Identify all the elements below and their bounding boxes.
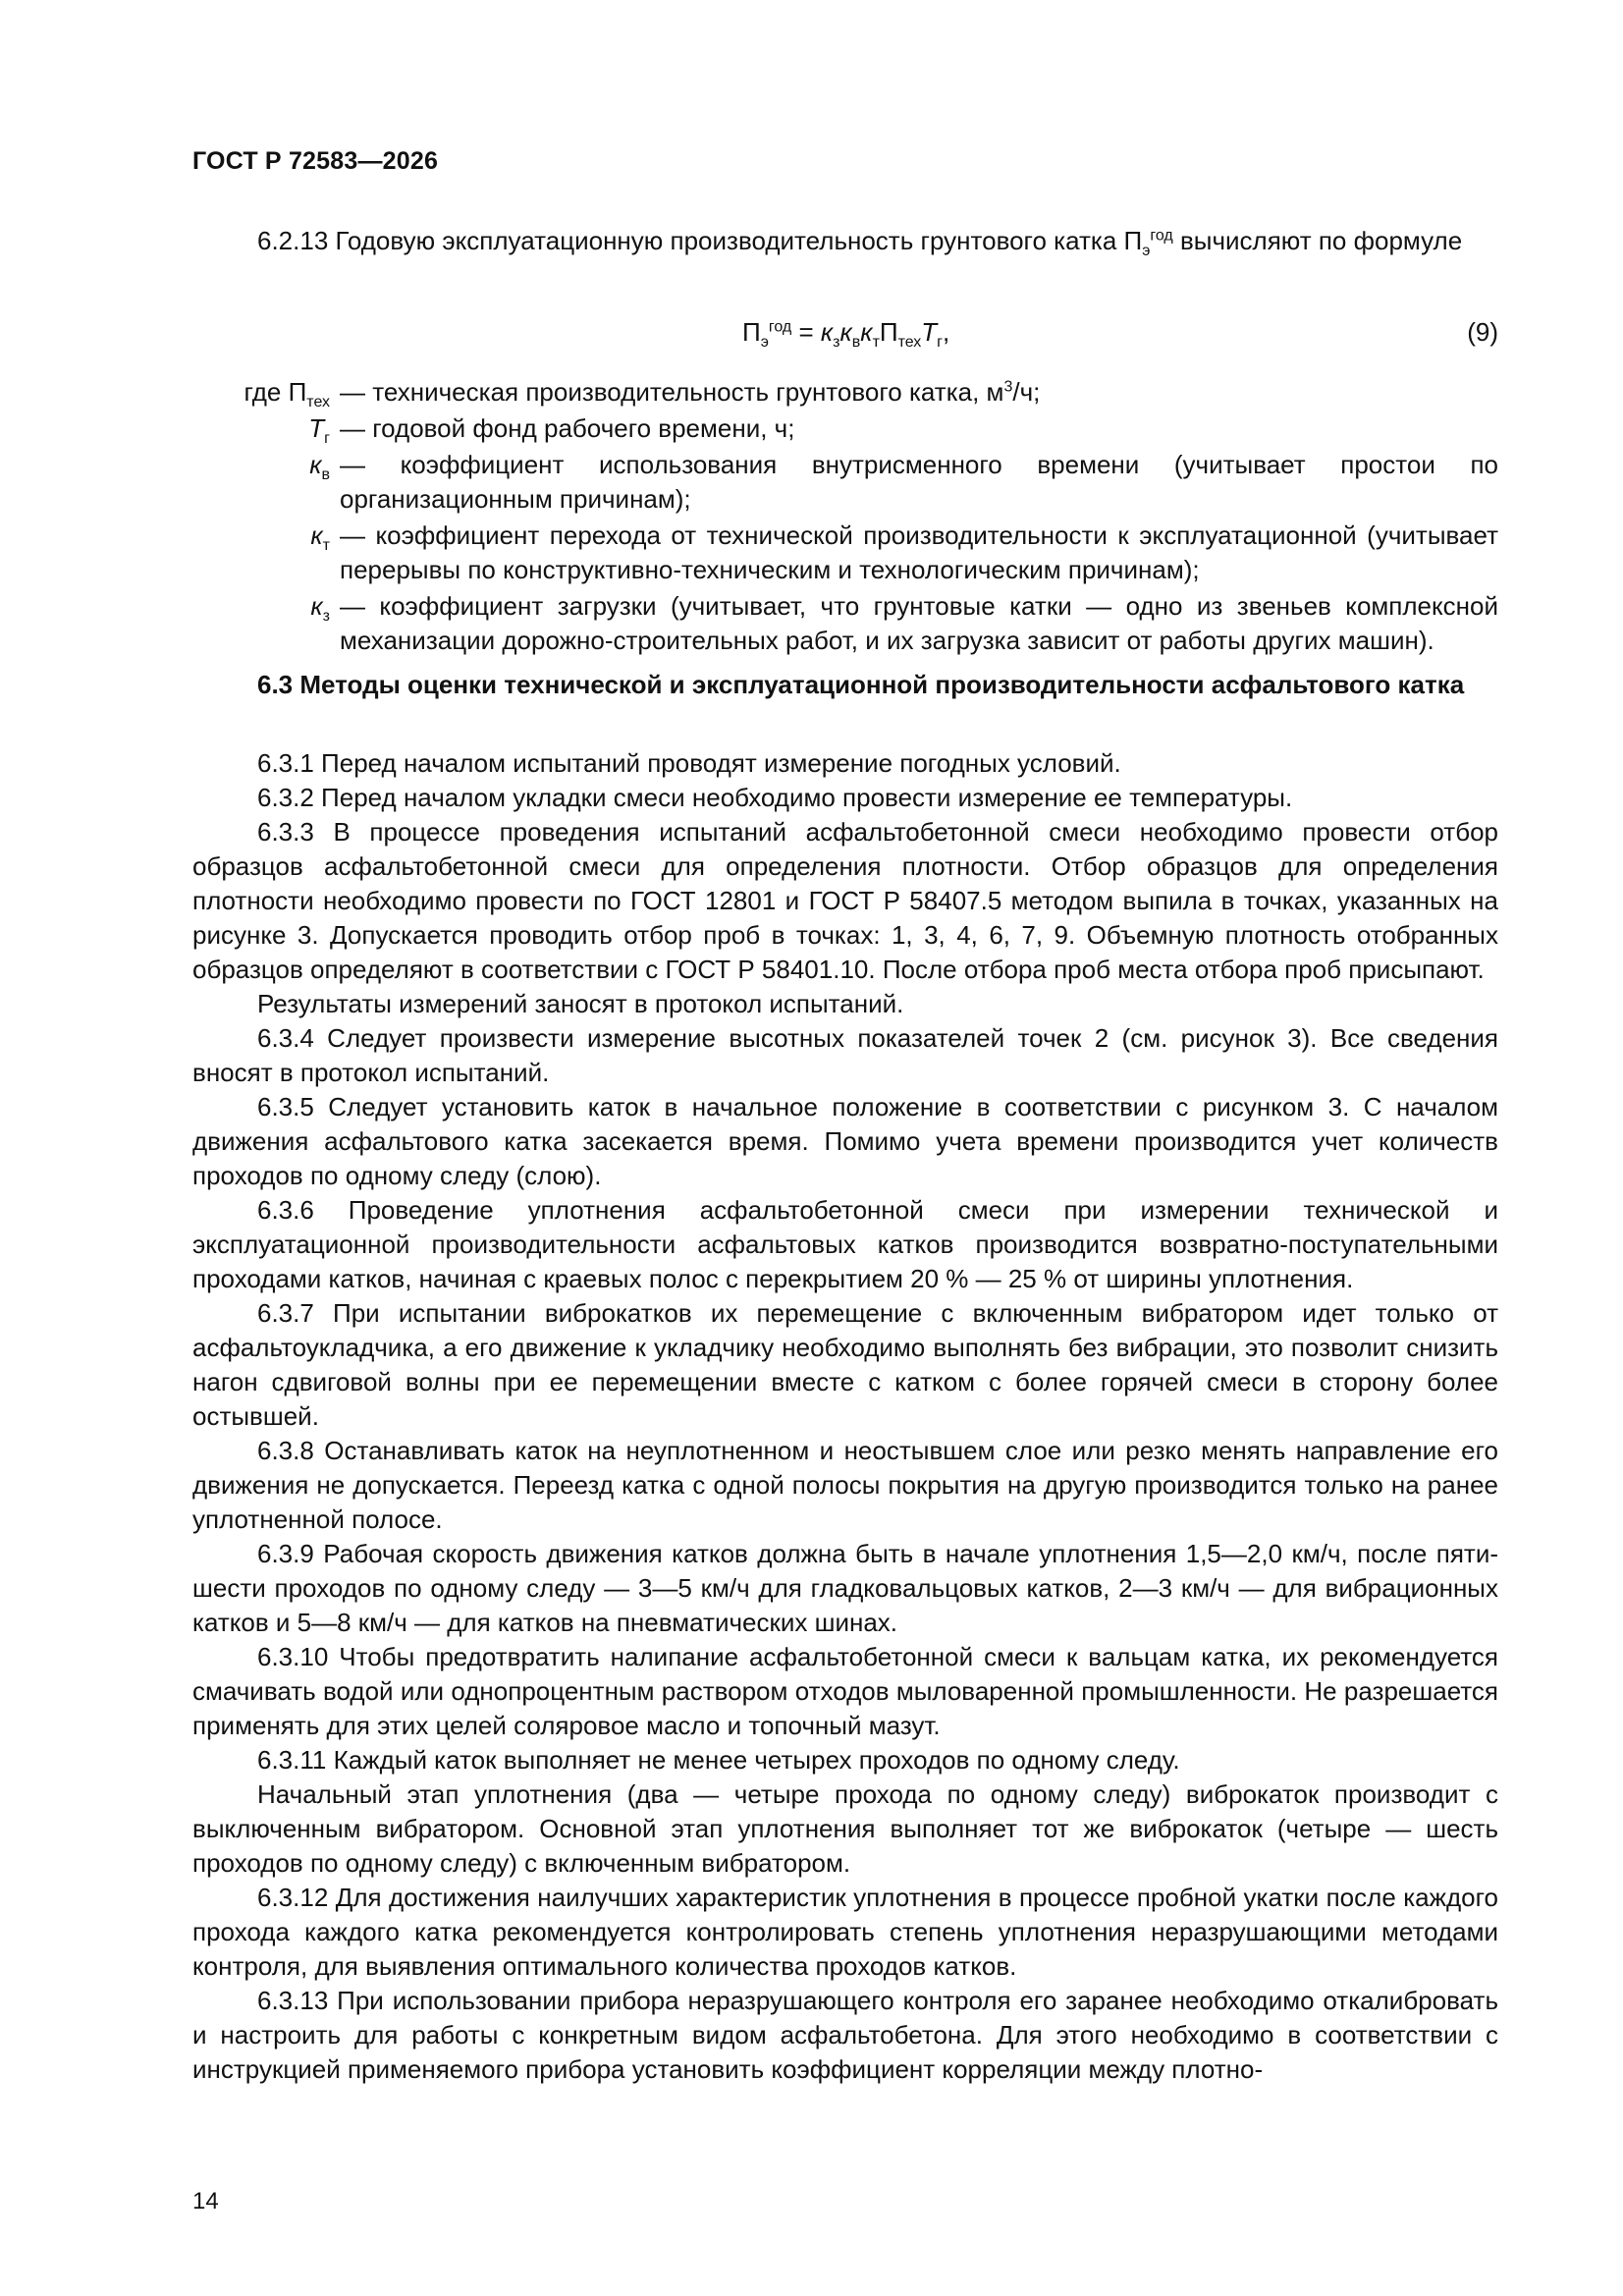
body-text	[192, 746, 1498, 2087]
intro-paragraph	[192, 224, 1498, 258]
paragraph: Начальный этап уплотнения (два — четыре прохода по одному следу) виброкаток производит с выключенным вибратором. Основной этап уплотнения выполняет тот же виброкаток (четыре — шесть проходов по одному следу) с включенным вибратором.	[192, 1779, 1498, 1878]
symbol-base: П	[288, 377, 307, 407]
symbol-base: к	[310, 591, 323, 621]
paragraph: 6.3.2 Перед началом укладки смеси необходимо провести измерение ее температуры.	[257, 783, 1293, 812]
symbol-desc-tail: /ч;	[1012, 377, 1041, 407]
intro-text-end: вычисляют по формуле	[1172, 226, 1463, 255]
symbol-sub: в	[321, 466, 330, 484]
paragraph: Результаты измерений заносят в протокол испытаний.	[257, 989, 904, 1018]
symbol-description	[340, 375, 1498, 410]
symbol-description: — коэффициент перехода от технической производительности к эксплуатационной (учитывает перерывы по конструктивно-техническим и технологическим причинам);	[340, 520, 1498, 584]
formula-t: Т	[921, 317, 938, 347]
intro-symbol-sub: э	[1142, 243, 1151, 260]
paragraph: 6.3.1 Перед началом испытаний проводят измерение погодных условий.	[257, 748, 1121, 778]
formula-k3: к	[860, 317, 873, 347]
formula-row	[192, 312, 1498, 352]
symbol-item	[192, 375, 1498, 410]
formula	[742, 312, 949, 352]
symbol-sub: з	[322, 608, 330, 626]
paragraph: 6.3.5 Следует установить каток в начальное положение в соответствии с рисунком 3. С началом движения асфальтового катка засекается время. Помимо учета времени производится учет количеств проходов по одному следу (слою).	[192, 1092, 1498, 1190]
symbol-desc-sup: 3	[1003, 378, 1013, 396]
paragraph: 6.3.13 При использовании прибора неразрушающего контроля его заранее необходимо откалибровать и настроить для работы с конкретным видом асфальтобетона. Для этого необходимо в соответствии с инструкцией применяемого прибора установить коэффициент корреляции между плотно-	[192, 1986, 1498, 2084]
symbol-item	[192, 519, 1498, 587]
symbol-sub: тех	[306, 394, 330, 411]
formula-k1: к	[820, 317, 834, 347]
paragraph: 6.3.4 Следует произвести измерение высотных показателей точек 2 (см. рисунок 3). Все сведения вносят в протокол испытаний.	[192, 1023, 1498, 1087]
formula-equals: =	[791, 317, 821, 347]
formula-k3-sub: т	[872, 334, 880, 352]
symbol-item	[192, 411, 1498, 446]
document-header: ГОСТ Р 72583—2026	[192, 147, 439, 175]
paragraph: 6.3.11 Каждый каток выполняет не менее четырех проходов по одному следу.	[257, 1745, 1180, 1775]
formula-t-sub: г	[937, 334, 944, 352]
section-heading: 6.3 Методы оценки технической и эксплуатационной производительности асфальтового катка	[257, 670, 1465, 699]
formula-k1-sub: з	[833, 334, 840, 352]
paragraph: 6.3.9 Рабочая скорость движения катков должна быть в начале уплотнения 1,5—2,0 км/ч, после пяти-шести проходов по одному следу — 3—5 км/ч для гладковальцовых катков, 2—3 км/ч — для вибрационных катков и 5—8 км/ч — для катков на пневматических шинах.	[192, 1539, 1498, 1637]
formula-k2-sub: в	[851, 334, 861, 352]
symbol-sub: г	[324, 430, 330, 448]
symbol-desc-text: — техническая производительность грунтового катка, м	[340, 377, 1004, 407]
symbol-sub: т	[322, 537, 330, 555]
symbol-description: — годовой фонд рабочего времени, ч;	[340, 413, 795, 443]
paragraph: 6.3.6 Проведение уплотнения асфальтобетонной смеси при измерении технической и эксплуатационной производительности асфальтовых катков производится возвратно-поступательными проходами катков, начиная с краевых полос с перекрытием 20 % — 25 % от ширины уплотнения.	[192, 1195, 1498, 1293]
paragraph: 6.3.7 При испытании виброкатков их перемещение с включенным вибратором идет только от асфальтоукладчика, а его движение к укладчику необходимо выполнять без вибрации, это позволит снизить нагон сдвиговой волны при ее перемещении вместе с катком с более горячей смеси в сторону более остывшей.	[192, 1298, 1498, 1431]
formula-tail: ,	[943, 317, 950, 347]
symbol-key	[192, 589, 330, 624]
intro-text: 6.2.13 Годовую эксплуатационную производительность грунтового катка П	[257, 226, 1143, 255]
formula-lhs: П	[742, 317, 761, 347]
symbol-key	[192, 519, 330, 553]
symbol-prefix: где	[243, 377, 289, 407]
symbol-key	[192, 375, 330, 410]
symbol-description: — коэффициент загрузки (учитывает, что грунтовые катки — одно из звеньев комплексной механизации дорожно-строительных работ, и их загрузка зависит от работы других машин).	[340, 591, 1498, 655]
formula-k2: к	[839, 317, 852, 347]
symbol-description: — коэффициент использования внутрисменного времени (учитывает простои по организационным причинам);	[340, 450, 1498, 514]
intro-symbol-sup: год	[1150, 227, 1173, 245]
formula-lhs-sub: э	[760, 334, 769, 352]
formula-p: П	[879, 317, 898, 347]
formula-p-sub: тех	[897, 334, 922, 352]
symbol-item	[192, 589, 1498, 658]
paragraph: 6.3.8 Останавливать каток на неуплотненном и неостывшем слое или резко менять направление его движения не допускается. Переезд катка с одной полосы покрытия на другую производится только на ранее уплотненной полосе.	[192, 1436, 1498, 1534]
paragraph: 6.3.3 В процессе проведения испытаний асфальтобетонной смеси необходимо провести отбор образцов асфальтобетонной смеси для определения плотности. Отбор образцов для определения плотности необходимо провести по ГОСТ 12801 и ГОСТ Р 58407.5 методом выпила в точках, указанных на рисунке 3. Допускается проводить отбор проб в точках: 1, 3, 4, 6, 7, 9. Объемную плотность отобранных образцов определяют в соответствии с ГОСТ Р 58401.10. После отбора проб места отбора проб присыпают.	[192, 817, 1498, 984]
symbol-key	[192, 448, 330, 482]
symbol-item	[192, 448, 1498, 517]
formula-lhs-sup: год	[768, 318, 792, 336]
symbol-base: к	[310, 520, 323, 550]
symbol-key	[192, 411, 330, 446]
symbol-base: к	[309, 450, 322, 479]
symbol-base: Т	[308, 413, 325, 443]
symbol-list	[192, 375, 1498, 660]
equation-number: (9)	[1467, 317, 1498, 347]
paragraph: 6.3.12 Для достижения наилучших характеристик уплотнения в процессе пробной укатки после каждого прохода каждого катка рекомендуется контролировать степень уплотнения неразрушающими методами контроля, для выявления оптимального количества проходов катков.	[192, 1883, 1498, 1981]
paragraph: 6.3.10 Чтобы предотвратить налипание асфальтобетонной смеси к вальцам катка, их рекомендуется смачивать водой или однопроцентным раствором отходов мыловаренной промышленности. Не разрешается применять для этих целей соляровое масло и топочный мазут.	[192, 1642, 1498, 1740]
page-number: 14	[192, 2188, 219, 2214]
